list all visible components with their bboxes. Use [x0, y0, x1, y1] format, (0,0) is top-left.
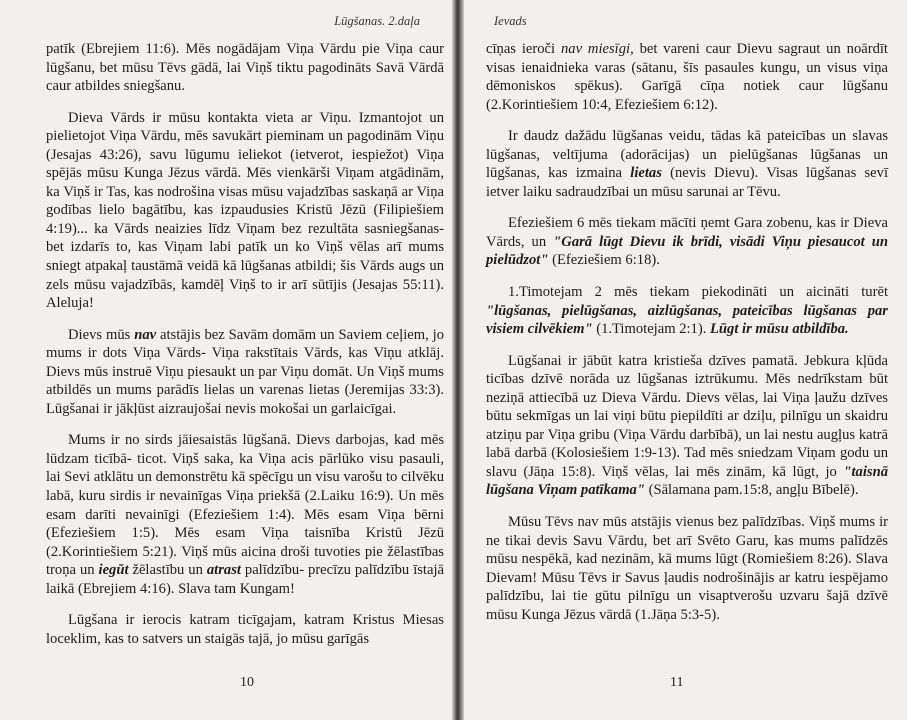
paragraph: [46, 40, 444, 96]
text-run: Ir daudz dažādu lūgšanas veidu, tādas kā pateicības un slavas lūgšanas, veltījuma (adorācijas) un pielūgšanas lūgšanas un lūgšanas, kas izmaina: [486, 128, 888, 182]
emphasized-text: atrast: [206, 562, 241, 579]
text-run: Lūgšana ir ierocis katram ticīgajam, katram Kristus Miesas loceklim, kas to satvers un staigās tajā, jo mūsu garīgās: [46, 612, 444, 647]
emphasized-text: "Garā lūgt Dievu ik brīdi, visādi Viņu piesaucot un pielūdzot": [486, 233, 888, 269]
paragraph: [486, 283, 888, 339]
emphasized-text: "taisnā lūgšana Viņam patīkama": [486, 463, 888, 499]
right-page-text: [486, 40, 888, 637]
text-run: (nevis Dievu). Visas lūgšanas sevī ietver laiku sadraudzībai un mūsu sarunai ar Tēvu.: [486, 165, 889, 200]
text-run: Efeziešiem 6 mēs tiekam mācīti ņemt Gara zobenu, kas ir Dieva Vārds, un: [486, 215, 888, 250]
emphasized-text: Lūgt ir mūsu atbildība.: [710, 321, 849, 338]
emphasized-text: lietas: [630, 165, 662, 182]
text-run: Dieva Vārds ir mūsu kontakta vieta ar Viņu. Izmantojot un pielietojot Viņa Vārdu, mēs savukārt pieminam un pagodinām Viņu (Jesajas 43:26), savu lūgumu ieliekot (ietverot, iespiežot) Viņa spējās mūsu Kunga Jēzus vārdā. Mēs vienkārši Viņam atgādinām, ka Viņš ir Tas, kas nodrošina visas mūsu vajadzības saskaņā ar Viņa godības lielo bagātību, kas izpaudusies Kristū Jēzū (Filipiešiem 4:19)... ka Vārds neaizies līdz Viņam bez rezultāta sasniegšanas- bet izdarīs to, kas Viņam labi patīk un ko Viņš vēlas arī mums sniegt atpakaļ taustāmā veidā kā lūgšanas atbildi; šis Vārds augs un zels mūsu vajadzībās, kamdēļ Viņš to ir arī sūtījis (Jesajas 55:11). Aleluja!: [46, 109, 444, 312]
text-run: patīk (Ebrejiem 11:6). Mēs nogādājam Viņa Vārdu pie Viņa caur lūgšanu, bet mūsu Tēvs gādā, lai Viņš tiktu pagodināts Savā Vārdā caur atbildes sniegšanu.: [46, 41, 444, 95]
text-run: (Sālamana pam.15:8, angļu Bībelē).: [644, 482, 859, 499]
emphasized-text: "lūgšanas, pielūgšanas, aizlūgšanas, pateicības lūgšanas par visiem cilvēkiem": [486, 302, 888, 338]
paragraph: [46, 611, 444, 648]
page-number-left: 10: [240, 675, 254, 690]
left-page-text: [46, 40, 444, 661]
emphasized-text: iegūt: [98, 562, 129, 579]
text-run: Lūgšanai ir jābūt katra kristieša dzīves pamatā. Jebkura kļūda ticības dzīvē norāda uz lūgšanas iztrūkumu. Mēs nedrīkstam būt neziņā attiecībā uz Dieva Vārdu. Dievs vēlas, lai Viņa ļaužu dzīves būtu sekmīgas un lai viņi būtu piepildīti ar dziļu, pilnīgu un skaidru atziņu par Viņa gribu (Viņa Vārdu darbībā), un lai nestu augļus katrā labā darbā (Kolosiešiem 1:9-13). Tad mēs sniedzam Viņam godu un slavu (Jāņa 15:8). Viņš vēlas, lai mēs zinām, kā lūgt, jo: [486, 352, 888, 480]
paragraph: [486, 40, 888, 114]
paragraph: [46, 431, 444, 598]
text-run: (Efeziešiem 6:18).: [548, 252, 660, 269]
paragraph: [486, 513, 888, 624]
text-run: (1.Timotejam 2:1).: [592, 321, 711, 338]
paragraph: [486, 127, 888, 201]
text-run: žēlastību un: [128, 562, 207, 579]
text-run: Dievs mūs: [68, 326, 135, 343]
text-run: cīņas ieroči: [486, 41, 561, 57]
page-number-right: 11: [670, 675, 684, 690]
text-run: , bet vareni caur Dievu sagraut un noārdīt visas ienaidnieka varas (sātanu, šīs pasaules kungu, un visus viņa dēmoniskos spēkus). Garīgā cīņa notiek caur lūgšanu (2.Korintiešiem 10:4, Efeziešiem 6:12).: [486, 41, 888, 113]
text-run: palīdzību- precīzu palīdzību īstajā laikā (Ebrejiem 4:16). Slava tam Kungam!: [46, 562, 444, 597]
text-run: Mums ir no sirds jāiesaistās lūgšanā. Dievs darbojas, kad mēs lūdzam ticībā- ticot. Viņš saka, ka Viņa acis pārlūko visu pasauli, lai Sevi atklātu un demonstrētu kā spēcīgu un visu varošu to cilvēku labā, kuru sirdis ir nevainīgas Viņa priekšā (2.Laiku 16:9). Un mēs esam darīti nevainīgi (Efeziešiem 1:4). Mēs esam Viņa bērni (Efeziešiem 1:5). Mēs esam Viņa taisnība Kristū Jēzū (2.Korintiešiem 5:21). Viņš mūs aicina droši tuvoties pie žēlastības troņa un: [46, 432, 444, 579]
paragraph: [486, 352, 888, 500]
emphasized-text: nav: [134, 326, 157, 343]
running-header-right: Ievads: [494, 14, 527, 28]
book-gutter: [452, 0, 464, 720]
paragraph: [46, 109, 444, 313]
text-run: Mūsu Tēvs nav mūs atstājis vienus bez palīdzības. Viņš mums ir ne tikai devis Savu Vārdu, bet arī Svēto Garu, kas mums palīdzēs mūsu nespēkā, kad nezinām, kā mums lūgt (Romiešiem 8:26). Slava Dievam! Mūsu Tēvs ir Savus ļaudis nodrošinājis ar katru iespējamo palīdzību, lai tie gūtu pilnīgu un visaptverošu uzvaru šajā dzīvē mūsu Kunga Jēzus vārdā (1.Jāņa 5:3-5).: [486, 514, 888, 623]
paragraph: [486, 214, 888, 270]
emphasized-text: nav miesīgi: [560, 41, 631, 57]
text-run: atstājis bez Savām domām un Saviem ceļiem, jo mums ir dots Viņa Vārds- Viņa rakstītais Vārds, kas Viņu atklāj. Dievs mūs instruē Viņu piesaukt un par Viņu domāt. Un Viņš mums atbildēs un mums parādīs lielas un varenas lietas (Jeremijas 33:3). Lūgšanai ir jākļūst aizraujošai nevis mokošai un garlaicīgai.: [46, 326, 444, 417]
left-page: [0, 0, 452, 720]
right-page: [464, 0, 907, 720]
paragraph: [46, 326, 444, 419]
running-header-left: Lūgšanas. 2.daļa: [334, 14, 420, 28]
text-run: 1.Timotejam 2 mēs tiekam piekodināti un aicināti turēt: [508, 284, 888, 301]
